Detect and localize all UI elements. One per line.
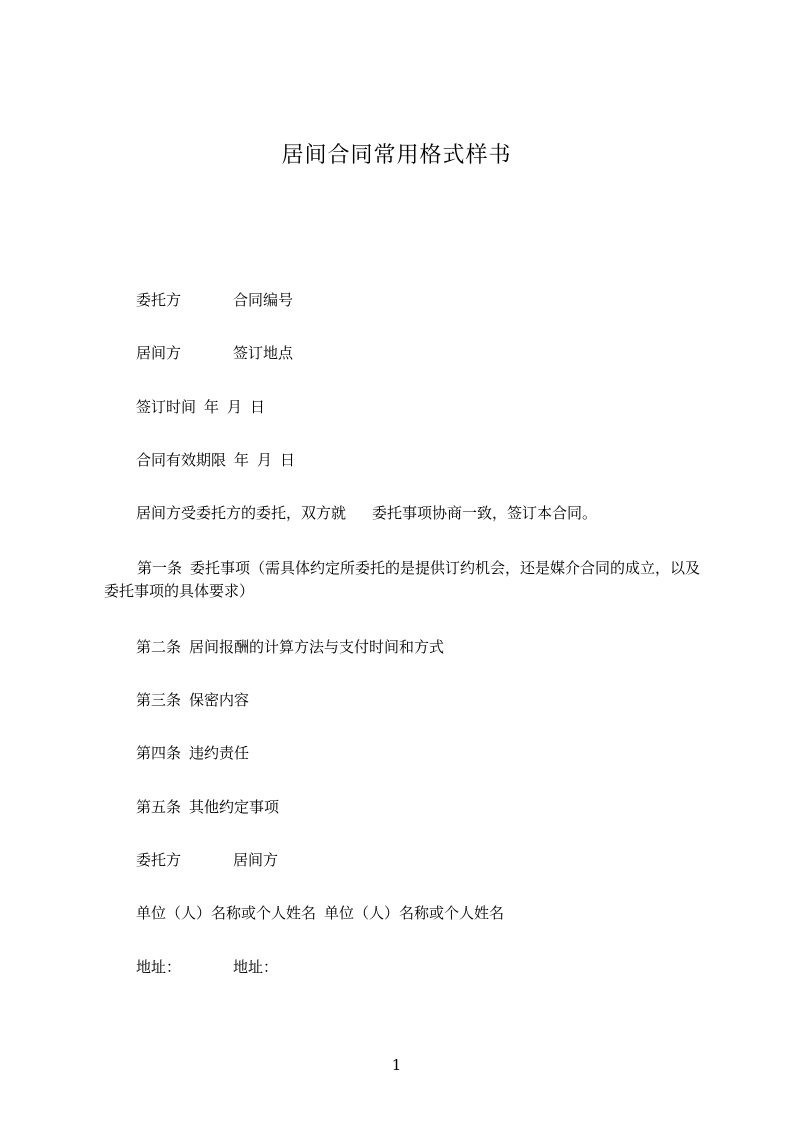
- article-1: [104, 557, 704, 603]
- preamble: [136, 502, 597, 524]
- preamble-part1: 居间方受委托方的委托，双方就: [136, 504, 347, 522]
- article-2-label: 第二条: [136, 638, 182, 656]
- validity-month: 月: [257, 451, 273, 469]
- sign-time-year: 年: [204, 398, 220, 416]
- sign-time-label: 签订时间: [136, 398, 197, 416]
- validity-line: [136, 449, 295, 471]
- article-1-label: 第一条: [137, 559, 183, 577]
- document-title: 居间合同常用格式样书: [281, 143, 512, 168]
- signature-client-label: 委托方: [136, 851, 182, 869]
- validity-year: 年: [234, 451, 250, 469]
- contract-no-label: 合同编号: [233, 291, 294, 309]
- article-3-text: 保密内容: [189, 691, 250, 709]
- article-2-text: 居间报酬的计算方法与支付时间和方式: [189, 638, 445, 656]
- validity-day: 日: [280, 451, 296, 469]
- signature-intermediary-address-label: 地址：: [233, 958, 279, 976]
- signature-intermediary-name-label: 单位（人）名称或个人姓名: [324, 904, 505, 922]
- article-4: [136, 742, 249, 764]
- article-5-text: 其他约定事项: [189, 798, 280, 816]
- signature-intermediary-label: 居间方: [233, 851, 279, 869]
- article-5: [136, 796, 279, 818]
- signature-client-address-label: 地址：: [136, 958, 182, 976]
- page-number: 1: [391, 1056, 402, 1074]
- intermediary-label: 居间方: [136, 344, 182, 362]
- article-4-text: 违约责任: [189, 744, 250, 762]
- article-3: [136, 689, 249, 711]
- article-5-label: 第五条: [136, 798, 182, 816]
- client-contract-no-line: [136, 289, 293, 311]
- sign-time-line: [136, 396, 265, 418]
- sign-time-day: 日: [250, 398, 266, 416]
- intermediary-sign-place-line: [136, 342, 293, 364]
- article-2: [136, 636, 444, 658]
- signature-address-line: [136, 956, 278, 978]
- preamble-part2: 委托事项协商一致，签订本合同。: [372, 504, 598, 522]
- signature-names-line: [136, 902, 504, 924]
- signature-client-name-label: 单位（人）名称或个人姓名: [136, 904, 317, 922]
- article-4-label: 第四条: [136, 744, 182, 762]
- sign-time-month: 月: [227, 398, 243, 416]
- article-3-label: 第三条: [136, 691, 182, 709]
- article-1-text: 委托事项（需具体约定所委托的是提供订约机会，还是媒介合同的成立，以及委托事项的具体要求）: [104, 559, 701, 600]
- sign-place-label: 签订地点: [233, 344, 294, 362]
- client-label: 委托方: [136, 291, 182, 309]
- validity-label: 合同有效期限: [136, 451, 227, 469]
- signature-parties-line: [136, 849, 278, 871]
